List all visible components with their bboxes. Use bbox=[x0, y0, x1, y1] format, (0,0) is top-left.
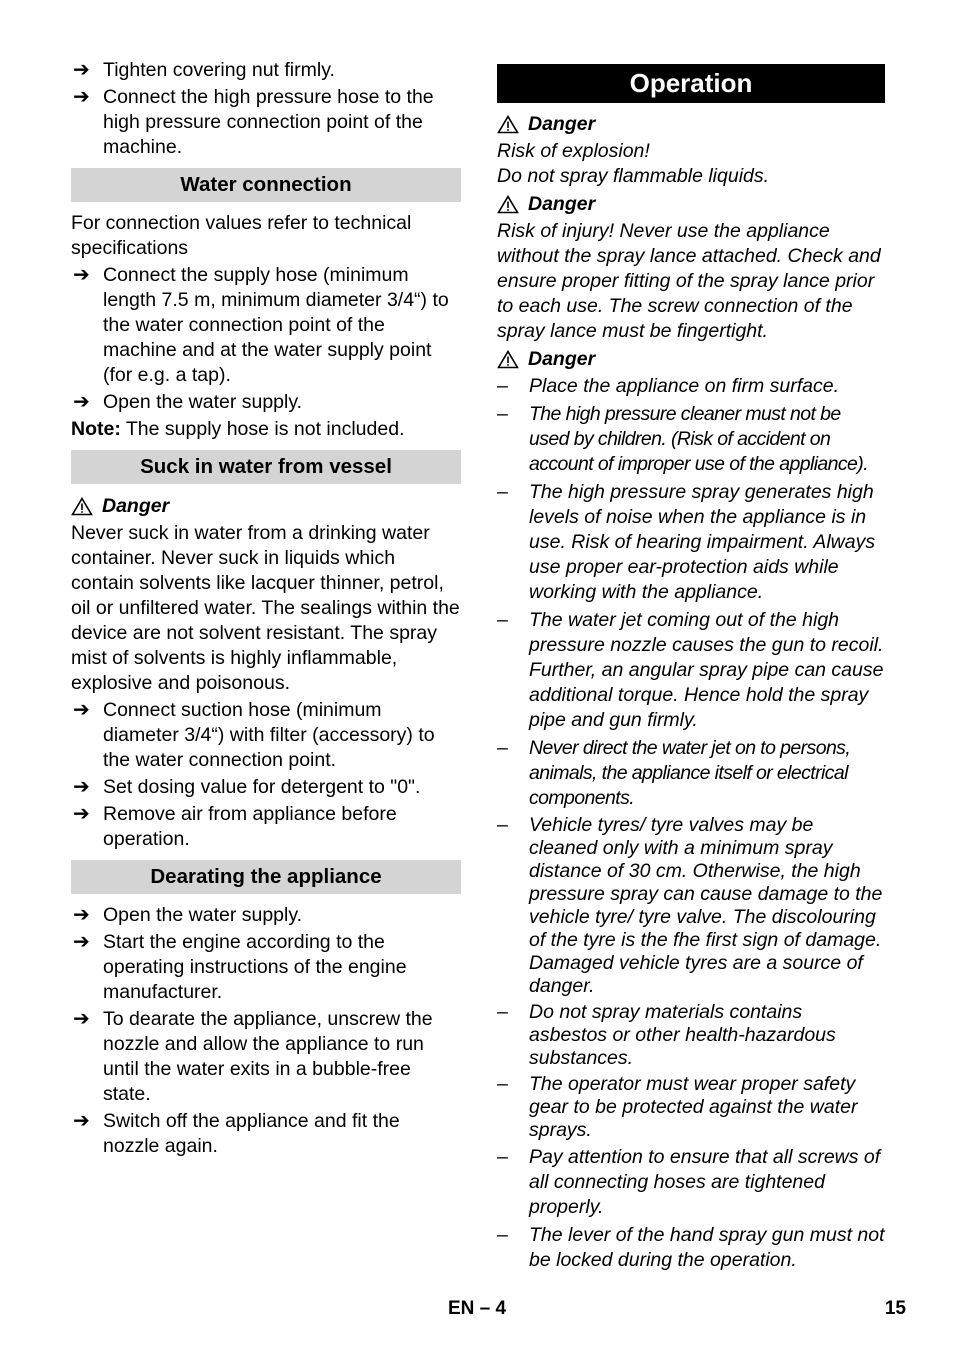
arrow-icon: ➔ bbox=[73, 699, 90, 721]
list-item bbox=[71, 1007, 461, 1107]
list-item-text: Start the engine according to the operating instructions of the engine manufacturer. bbox=[103, 931, 407, 1003]
danger-label-text: Danger bbox=[102, 495, 170, 517]
list-item-text: Set dosing value for detergent to "0". bbox=[103, 776, 421, 798]
list-item-text: Connect the high pressure hose to the high pressure connection point of the machine. bbox=[103, 86, 434, 158]
danger-text: Risk of injury! Never use the appliance without the spray lance attached. Check and ensure proper fitting of the spray lance prior to each use. The screw connection of the spray lance must be fingertight. bbox=[497, 220, 881, 342]
arrow-icon: ➔ bbox=[73, 931, 90, 953]
arrow-icon: ➔ bbox=[73, 59, 90, 81]
list-item-text: The high pressure cleaner must not be used by children. (Risk of accident on account of improper use of the appliance). bbox=[529, 403, 869, 475]
list-item bbox=[497, 1001, 885, 1070]
list-item bbox=[497, 402, 885, 477]
warning-icon bbox=[71, 497, 93, 516]
dash-icon: – bbox=[497, 1001, 508, 1023]
arrow-icon: ➔ bbox=[73, 1008, 90, 1030]
note-label: Note: bbox=[71, 418, 121, 440]
list-item-text: Remove air from appliance before operation. bbox=[103, 803, 397, 850]
list-item bbox=[71, 263, 461, 388]
arrow-icon: ➔ bbox=[73, 1110, 90, 1132]
left-column bbox=[71, 58, 461, 1161]
list-item bbox=[71, 775, 461, 800]
section-heading-operation: Operation bbox=[497, 64, 885, 103]
list-item bbox=[71, 58, 461, 83]
arrow-icon: ➔ bbox=[73, 264, 90, 286]
dash-icon: – bbox=[497, 609, 508, 631]
arrow-icon: ➔ bbox=[73, 776, 90, 798]
right-column bbox=[497, 58, 885, 1276]
list-item-text: Connect the supply hose (minimum length 7.5 m, minimum diameter 3/4“) to the water connection point of the machine and at the water supply point (for e.g. a tap). bbox=[103, 264, 449, 386]
list-item-text: The operator must wear proper safety gear to be protected against the water sprays. bbox=[529, 1073, 858, 1141]
note bbox=[71, 417, 461, 442]
list-item-text: To dearate the appliance, unscrew the nozzle and allow the appliance to run until the water exits in a bubble-free state. bbox=[103, 1008, 433, 1105]
list-item bbox=[497, 374, 885, 399]
list-item bbox=[497, 608, 885, 733]
danger-label-text: Danger bbox=[528, 113, 596, 135]
section-heading-water-connection: Water connection bbox=[71, 168, 461, 202]
arrow-icon: ➔ bbox=[73, 803, 90, 825]
arrow-icon: ➔ bbox=[73, 86, 90, 108]
danger-text: Risk of explosion! bbox=[497, 140, 650, 162]
dash-icon: – bbox=[497, 1073, 508, 1095]
footer-section-label: EN – 4 bbox=[447, 1298, 507, 1319]
arrow-icon: ➔ bbox=[73, 904, 90, 926]
section-heading-suck-vessel: Suck in water from vessel bbox=[71, 450, 461, 484]
list-item-text: Pay attention to ensure that all screws of all connecting hoses are tightened properly. bbox=[529, 1146, 881, 1218]
danger-label-text: Danger bbox=[528, 193, 596, 215]
danger-label bbox=[71, 493, 461, 519]
list-item-text: Switch off the appliance and fit the nozzle again. bbox=[103, 1110, 400, 1157]
list-item-text: Never direct the water jet on to persons, animals, the appliance itself or electrical components. bbox=[529, 737, 851, 809]
list-item bbox=[71, 802, 461, 852]
list-item bbox=[71, 903, 461, 928]
danger-label bbox=[497, 346, 885, 372]
arrow-icon: ➔ bbox=[73, 391, 90, 413]
list-item bbox=[497, 1145, 885, 1220]
list-item bbox=[497, 480, 885, 605]
danger-text: Do not spray flammable liquids. bbox=[497, 165, 770, 187]
list-item bbox=[497, 1223, 885, 1273]
list-item-text: Vehicle tyres/ tyre valves may be cleaned only with a minimum spray distance of 30 cm. Otherwise, the high pressure spray can cause damage to the vehicle tyre/ tyre valve. The discolouring of the tyre is the fhe first sign of damage. Damaged vehicle tyres are a source of danger. bbox=[529, 814, 883, 997]
list-item bbox=[497, 1073, 885, 1142]
list-item bbox=[71, 698, 461, 773]
warning-icon bbox=[497, 350, 519, 369]
danger-label bbox=[497, 111, 885, 137]
dash-icon: – bbox=[497, 1146, 508, 1168]
danger-label-text: Danger bbox=[528, 348, 596, 370]
list-item-text: Open the water supply. bbox=[103, 391, 303, 413]
warning-icon bbox=[497, 115, 519, 134]
list-item-text: Connect suction hose (minimum diameter 3/4“) with filter (accessory) to the water connection point. bbox=[103, 699, 435, 771]
section-heading-dearating: Dearating the appliance bbox=[71, 860, 461, 894]
dash-icon: – bbox=[497, 1224, 508, 1246]
dash-icon: – bbox=[497, 481, 508, 503]
danger-label bbox=[497, 191, 885, 217]
paragraph: Never suck in water from a drinking water container. Never suck in liquids which contain solvents like lacquer thinner, petrol, oil or unfiltered water. The sealings within the device are not solvent resistant. The spray mist of solvents is highly inflammable, explosive and poisonous. bbox=[71, 522, 460, 694]
warning-icon bbox=[497, 195, 519, 214]
list-item-text: The water jet coming out of the high pressure nozzle causes the gun to recoil. Further, an angular spray pipe can cause additional torque. Hence hold the spray pipe and gun firmly. bbox=[529, 609, 884, 731]
dash-icon: – bbox=[497, 375, 508, 397]
list-item-text: Do not spray materials contains asbestos or other health-hazardous substances. bbox=[529, 1001, 836, 1069]
list-item-text: The high pressure spray generates high levels of noise when the appliance is in use. Risk of hearing impairment. Always use proper ear-protection aids while working with the appliance. bbox=[529, 481, 876, 603]
list-item-text: Tighten covering nut firmly. bbox=[103, 59, 335, 81]
list-item bbox=[497, 814, 885, 998]
list-item bbox=[71, 85, 461, 160]
dash-icon: – bbox=[497, 737, 508, 759]
dash-icon: – bbox=[497, 403, 508, 425]
list-item bbox=[71, 390, 461, 415]
paragraph: For connection values refer to technical specifications bbox=[71, 212, 412, 259]
list-item-text: Open the water supply. bbox=[103, 904, 303, 926]
list-item-text: Place the appliance on firm surface. bbox=[529, 375, 840, 397]
list-item-text: The lever of the hand spray gun must not be locked during the operation. bbox=[529, 1224, 885, 1271]
list-item bbox=[71, 930, 461, 1005]
note-text: The supply hose is not included. bbox=[120, 418, 405, 440]
dash-icon: – bbox=[497, 814, 508, 836]
list-item bbox=[497, 736, 885, 811]
list-item bbox=[71, 1109, 461, 1159]
page-number: 15 bbox=[884, 1298, 906, 1319]
